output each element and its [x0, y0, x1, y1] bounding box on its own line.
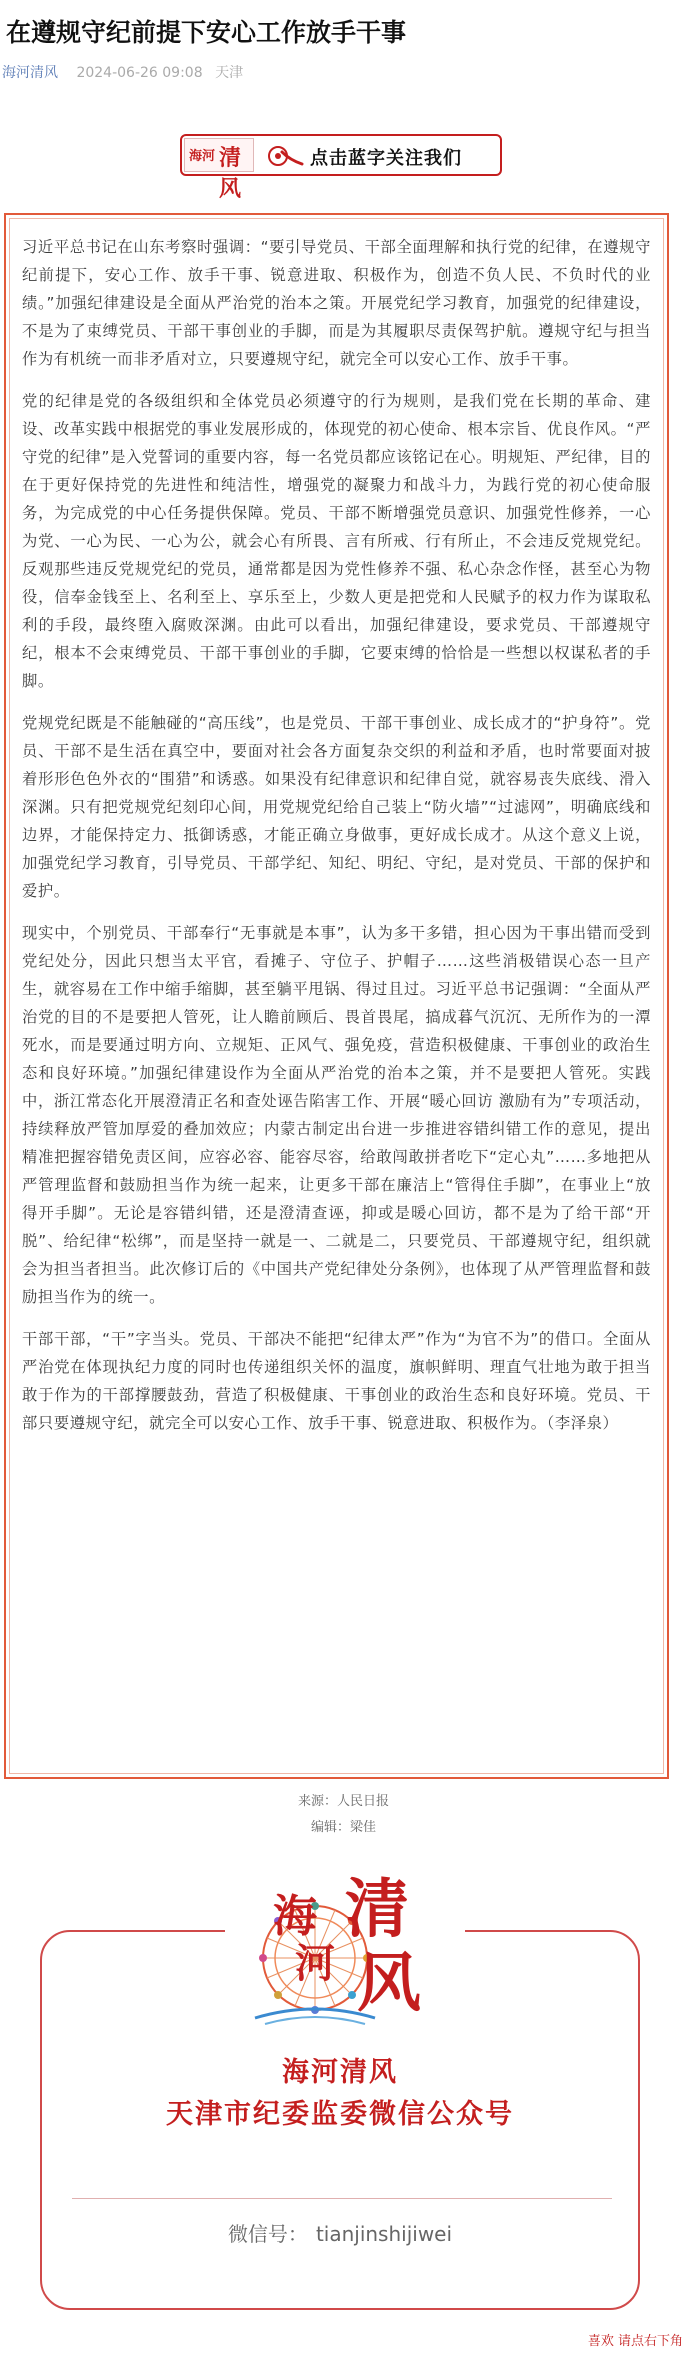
publish-location: 天津 — [215, 65, 244, 81]
follow-logo — [184, 138, 254, 202]
source-line: 来源：人民日报 — [297, 1794, 389, 1809]
article-body-frame — [4, 213, 669, 1779]
article-meta — [0, 62, 243, 82]
card-divider — [72, 2198, 612, 2199]
account-logo — [225, 1840, 465, 2030]
article-body — [9, 218, 664, 1774]
article-title: 在遵规守纪前提下安心工作放手干事 — [6, 18, 407, 47]
publish-date: 2024-06-26 09:08 — [76, 65, 203, 81]
like-tip: 喜欢 请点右下角 — [587, 2334, 683, 2349]
card-account-subtitle: 天津市纪委监委微信公众号 — [166, 2099, 514, 2130]
logo-char: 海 — [273, 1891, 317, 1942]
follow-text: 点击蓝字关注我们 — [310, 148, 462, 169]
logo-char: 风 — [357, 1946, 421, 2021]
logo-char: 清 — [345, 1872, 409, 1947]
article-paragraph: 干部干部，“干”字当头。党员、干部决不能把“纪律太严”作为“为官不为”的借口。全面从严治党在体现执纪力度的同时也传递组织关怀的温度，旗帜鲜明、理直气壮地为敢于担当敢于作为的干部撑腰鼓劲，营造了积极健康、干事创业的政治生态和良好环境。党员、干部只要遵规守纪，就完全可以安心工作、放手干事、锐意进取、积极作为。（李泽泉） — [22, 1330, 651, 1432]
article-paragraph: 党规党纪既是不能触碰的“高压线”，也是党员、干部干事创业、成长成才的“护身符”。党员、干部不是生活在真空中，要面对社会各方面复杂交织的利益和矛盾，也时常要面对披着形形色色外衣的“围猎”和诱惑。如果没有纪律意识和纪律自觉，就容易丧失底线、滑入深渊。只有把党规党纪刻印心间，用党规党纪给自己装上“防火墙”“过滤网”，明确底线和边界，才能保持定力、抵御诱惑，才能正确立身做事，更好成长成才。从这个意义上说，加强党纪学习教育，引导党员、干部学纪、知纪、明纪、守纪，是对党员、干部的保护和爱护。 — [22, 714, 651, 900]
hand-pointer-icon — [268, 142, 304, 170]
account-name-link[interactable]: 海河清风 — [2, 65, 58, 81]
wechat-id-label: 微信号： — [227, 2222, 308, 2246]
article-paragraph: 习近平总书记在山东考察时强调：“要引导党员、干部全面理解和执行党的纪律，在遵规守纪前提下，安心工作、放手干事、锐意进取、积极作为，创造不负人民、不负时代的业绩。”加强纪律建设是全面从严治党的治本之策。开展党纪学习教育，加强党的纪律建设，不是为了束缚党员、干部干事创业的手脚，而是为其履职尽责保驾护航。遵规守纪与担当作为有机统一而非矛盾对立，只要遵规守纪，就完全可以安心工作、放手干事。 — [22, 238, 651, 368]
follow-logo-small-text: 海河 — [189, 149, 216, 164]
wechat-id-value: tianjinshijiwei — [315, 2222, 453, 2246]
article-paragraph: 党的纪律是党的各级组织和全体党员必须遵守的行为规则，是我们党在长期的革命、建设、改革实践中根据党的事业发展形成的，体现党的初心使命、根本宗旨、优良作风。“严守党的纪律”是入党誓词的重要内容，每一名党员都应该铭记在心。明规矩、严纪律，目的在于更好保持党的先进性和纯洁性，增强党的凝聚力和战斗力，为践行党的初心使命服务，为完成党的中心任务提供保障。党员、干部不断增强党员意识、加强党性修养，一心为党、一心为民、一心为公，就会心有所畏、言有所戒、行有所止，不会违反党规党纪。反观那些违反党规党纪的党员，通常都是因为党性修养不强、私心杂念作怪，甚至心为物役，信奉金钱至上、名利至上、享乐至上，少数人更是把党和人民赋予的权力作为谋取私利的手段，最终堕入腐败深渊。由此可以看出，加强纪律建设，要求党员、干部遵规守纪，根本不会束缚党员、干部干事创业的手脚，它要束缚的恰恰是一些想以权谋私者的手脚。 — [22, 392, 651, 690]
follow-logo-big-text: 清风 — [219, 145, 242, 202]
editor-line: 编辑：梁佳 — [310, 1820, 376, 1835]
card-account-name: 海河清风 — [282, 2057, 398, 2088]
logo-char: 河 — [295, 1940, 335, 1987]
article-paragraph: 现实中，个别党员、干部奉行“无事就是本事”，认为多干多错，担心因为干事出错而受到党纪处分，因此只想当太平官，看摊子、守位子、护帽子……这些消极错误心态一旦产生，就容易在工作中缩手缩脚，甚至躺平甩锅、得过且过。习近平总书记强调：“全面从严治党的目的不是要把人管死，让人瞻前顾后、畏首畏尾，搞成暮气沉沉、无所作为的一潭死水，而是要通过明方向、立规矩、正风气、强免疫，营造积极健康、干事创业的政治生态和良好环境。”加强纪律建设作为全面从严治党的治本之策，并不是要把人管死。实践中，浙江常态化开展澄清正名和查处诬告陷害工作、开展“暖心回访 激励有为”专项活动，持续释放严管加厚爱的叠加效应；内蒙古制定出台进一步推进容错纠错工作的意见，提出精准把握容错免责区间，应容必容、能容尽容，给敢闯敢拼者吃下“定心丸”……多地把从严管理监督和鼓励担当作为统一起来，让更多干部在廉洁上“管得住手脚”，在事业上“放得开手脚”。无论是容错纠错，还是澄清查诬，抑或是暖心回访，都不是为了给干部“开脱”、给纪律“松绑”，而是坚持一就是一、二就是二，只要党员、干部遵规守纪，组织就会为担当者担当。此次修订后的《中国共产党纪律处分条例》，也体现了从严管理监督和鼓励担当作为的统一。 — [22, 924, 651, 1306]
card-wechat-id — [40, 2218, 640, 2247]
follow-banner[interactable] — [180, 134, 502, 202]
